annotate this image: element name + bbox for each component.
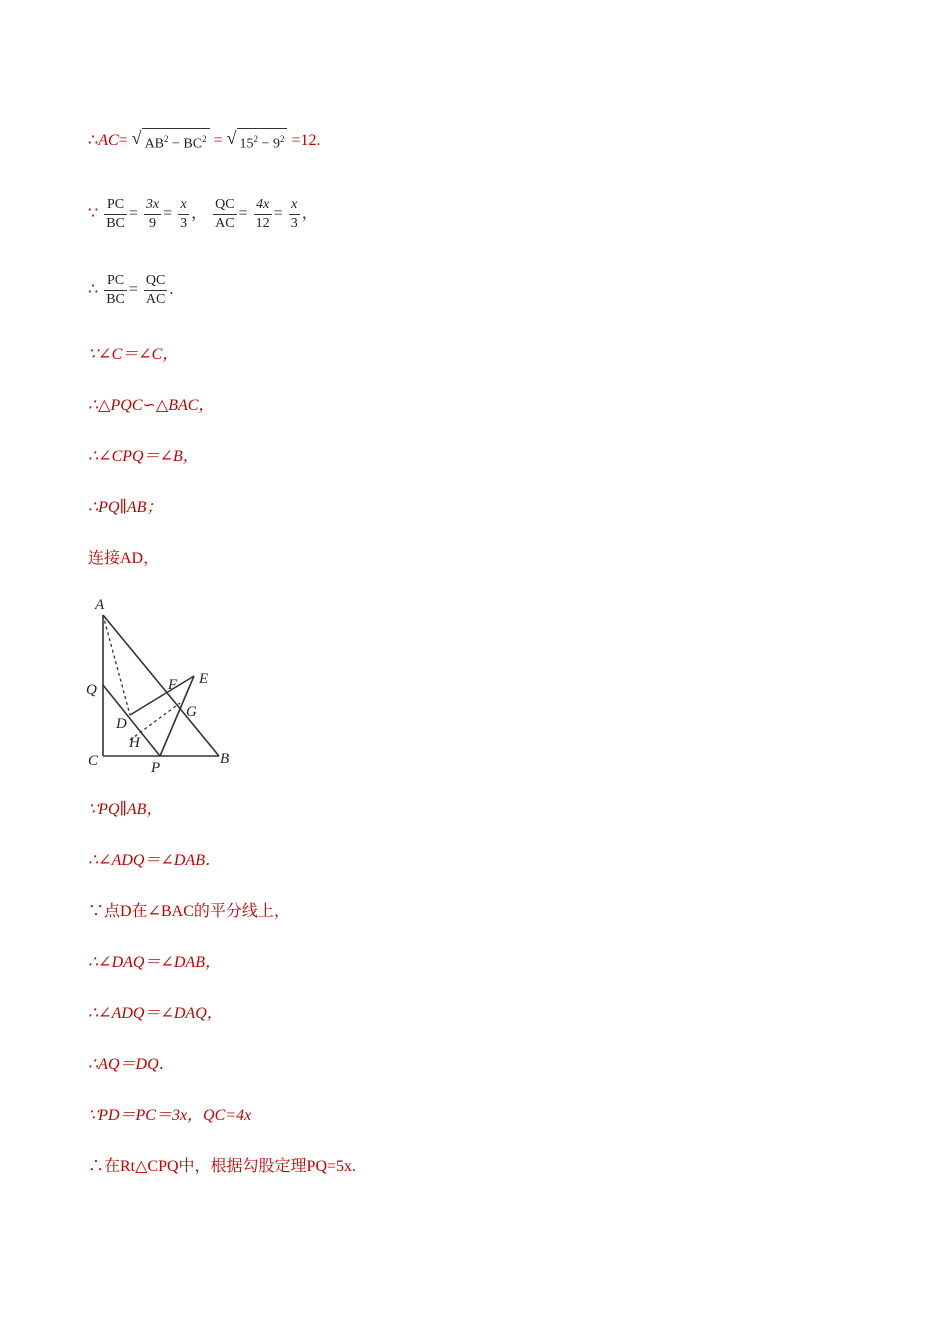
text-line: ∵PD＝PC＝3x，QC=4x — [88, 1107, 252, 1124]
geometry-figure — [80, 590, 250, 780]
text-line: ∴AQ＝DQ． — [88, 1056, 175, 1073]
label-q: Q — [86, 682, 97, 698]
fraction: $\frac{4x}{12}$ — [255, 197, 270, 231]
fraction: $\frac{3x}{9}$ — [145, 197, 160, 231]
eq-ratio-equal: ∴ $\frac{PC}{BC}$ = $\frac{QC}{AC}$ . — [88, 273, 174, 307]
sqrt-ab-bc: √ $AB^2 - BC^2$ — [132, 128, 210, 155]
label-d: D — [116, 716, 127, 732]
fraction: $\frac{QC}{AC}$ — [215, 197, 235, 231]
fraction: $\frac{PC}{BC}$ — [106, 197, 125, 231]
text-line: ∴∠DAQ＝∠DAB， — [88, 954, 221, 971]
text-line: ∴△PQC∽△BAC， — [88, 397, 215, 414]
label-e: E — [199, 671, 209, 687]
fraction: $\frac{x}{3}$ — [180, 197, 188, 231]
eq-ratios: ∵ $\frac{PC}{BC}$ = $\frac{3x}{9}$ = $\frac{x}{3}$ ， $\frac{QC}{AC}$ = $\frac{4x}{12}$ = $\frac{x}{3}$ ， — [88, 197, 318, 231]
label-f: F — [168, 677, 178, 693]
fraction: $\frac{x}{3}$ — [290, 197, 298, 231]
text-line: ∴∠CPQ＝∠B， — [88, 448, 199, 465]
label-a: A — [95, 597, 105, 613]
label-h: H — [129, 735, 140, 751]
text-line: ∵PQ∥AB， — [88, 801, 163, 818]
text-line: ∵∠C＝∠C， — [88, 346, 179, 363]
label-b: B — [220, 751, 230, 767]
label-c: C — [88, 753, 99, 769]
text-line: ∴∠ADQ＝∠DAB． — [88, 852, 221, 869]
sqrt-15-9: √ $15^2 - 9^2$ — [227, 128, 288, 155]
label-p: P — [151, 760, 161, 776]
text-line: ∴在Rt△CPQ中，根据勾股定理PQ=5x. — [88, 1158, 357, 1175]
text-line: ∴∠ADQ＝∠DAQ， — [88, 1005, 223, 1022]
label-g: G — [186, 704, 197, 720]
text-line: ∴PQ∥AB； — [88, 499, 163, 516]
eq-ac-length: ∴AC= √ $AB^2 - BC^2$ = √ $15^2 - 9^2 =12$. — [88, 128, 320, 155]
fraction: $\frac{PC}{BC}$ — [106, 273, 125, 307]
text-line: 连接AD， — [88, 550, 160, 567]
text-line: ∵点D在∠BAC的平分线上， — [88, 903, 290, 920]
fraction: $\frac{QC}{AC}$ — [145, 273, 166, 307]
